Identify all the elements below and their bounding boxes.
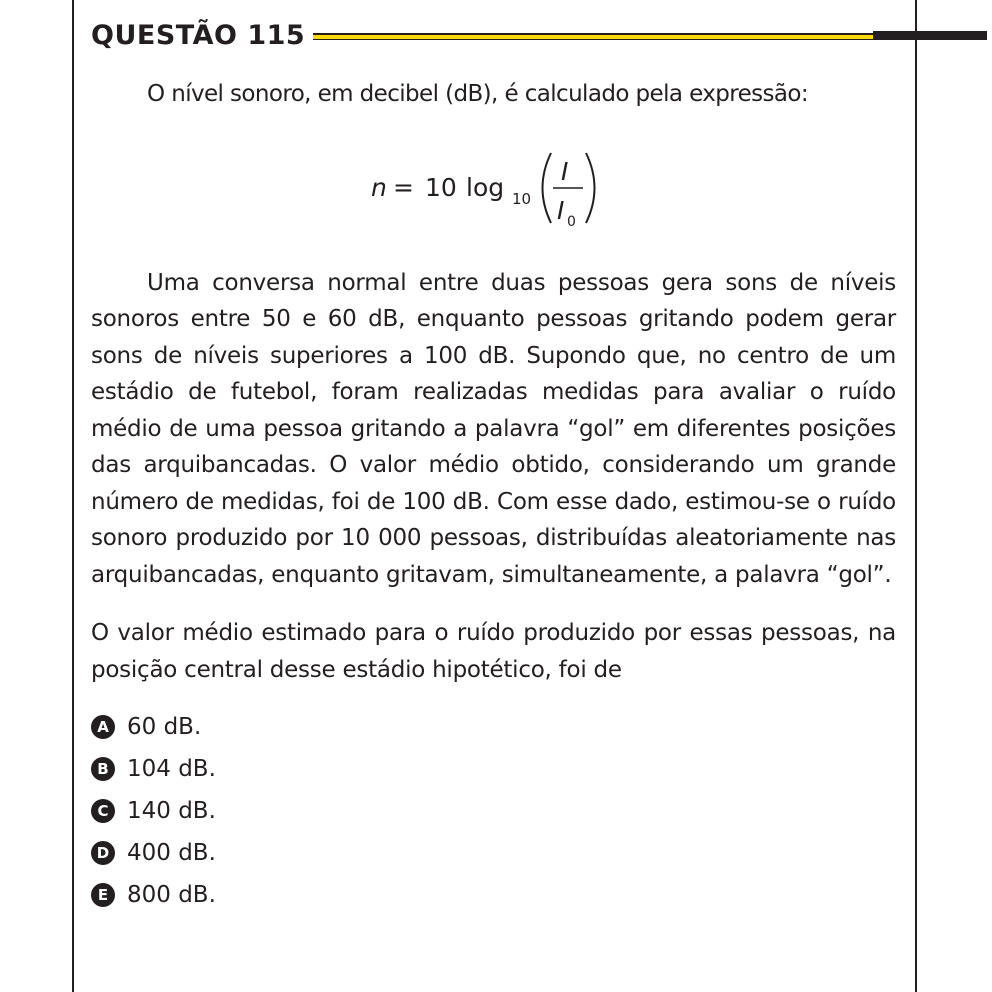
formula-log: log: [466, 172, 505, 202]
option-text: 400 dB.: [127, 839, 216, 866]
option-c[interactable]: [91, 790, 896, 832]
option-text: 104 dB.: [127, 755, 216, 782]
option-letter-badge: D: [91, 841, 115, 865]
formula-right-paren: [586, 153, 595, 223]
formula-svg: [91, 113, 896, 243]
formula-log-base: 10: [512, 189, 532, 208]
frame-left-border: [72, 0, 74, 992]
formula-denominator-subscript: 0: [567, 213, 576, 230]
option-text: 140 dB.: [127, 797, 216, 824]
question-body: [91, 76, 896, 916]
options-list: [91, 706, 896, 916]
context-paragraph: Uma conversa normal entre duas pessoas gera sons de níveis sonoros entre 50 e 60 dB, enquanto pessoas gritando podem gerar sons de níveis superiores a 100 dB. Supondo que, no centro de um estádio de futebol, foram realizadas medidas para avaliar o ruído médio de uma pessoa gritando a palavra “gol” em diferentes posições das arquibancadas. O valor médio obtido, considerando um grande número de medidas, foi de 100 dB. Com esse dado, estimou-se o ruído sonoro produzido por 10 000 pessoas, distribuídas aleatoriamente nas arquibancadas, enquanto gritavam, simultaneamente, a palavra “gol”.: [91, 269, 896, 588]
header-rule-accent: [313, 33, 873, 40]
option-b[interactable]: [91, 748, 896, 790]
option-letter-badge: B: [91, 757, 115, 781]
formula-coefficient: 10: [425, 172, 457, 202]
option-letter-badge: C: [91, 799, 115, 823]
option-e[interactable]: [91, 874, 896, 916]
header-rule-dark: [873, 31, 987, 40]
formula-numerator: I: [561, 156, 569, 186]
formula-left-paren: [543, 153, 552, 223]
option-text: 800 dB.: [127, 881, 216, 908]
formula: [91, 113, 896, 243]
question-prompt: O valor médio estimado para o ruído produzido por essas pessoas, na posição central desse estádio hipotético, foi de: [91, 620, 896, 683]
formula-denominator: I: [557, 195, 565, 225]
intro-text: O nível sonoro, em decibel (dB), é calculado pela expressão:: [147, 81, 809, 107]
option-letter-badge: E: [91, 883, 115, 907]
frame-right-border: [915, 0, 917, 992]
option-d[interactable]: [91, 832, 896, 874]
question-title: QUESTÃO 115: [91, 20, 306, 51]
option-text: 60 dB.: [127, 713, 202, 740]
formula-lhs: n: [371, 172, 387, 202]
formula-equals: =: [393, 172, 414, 202]
option-letter-badge: A: [91, 715, 115, 739]
option-a[interactable]: [91, 706, 896, 748]
question-header: [91, 18, 896, 62]
